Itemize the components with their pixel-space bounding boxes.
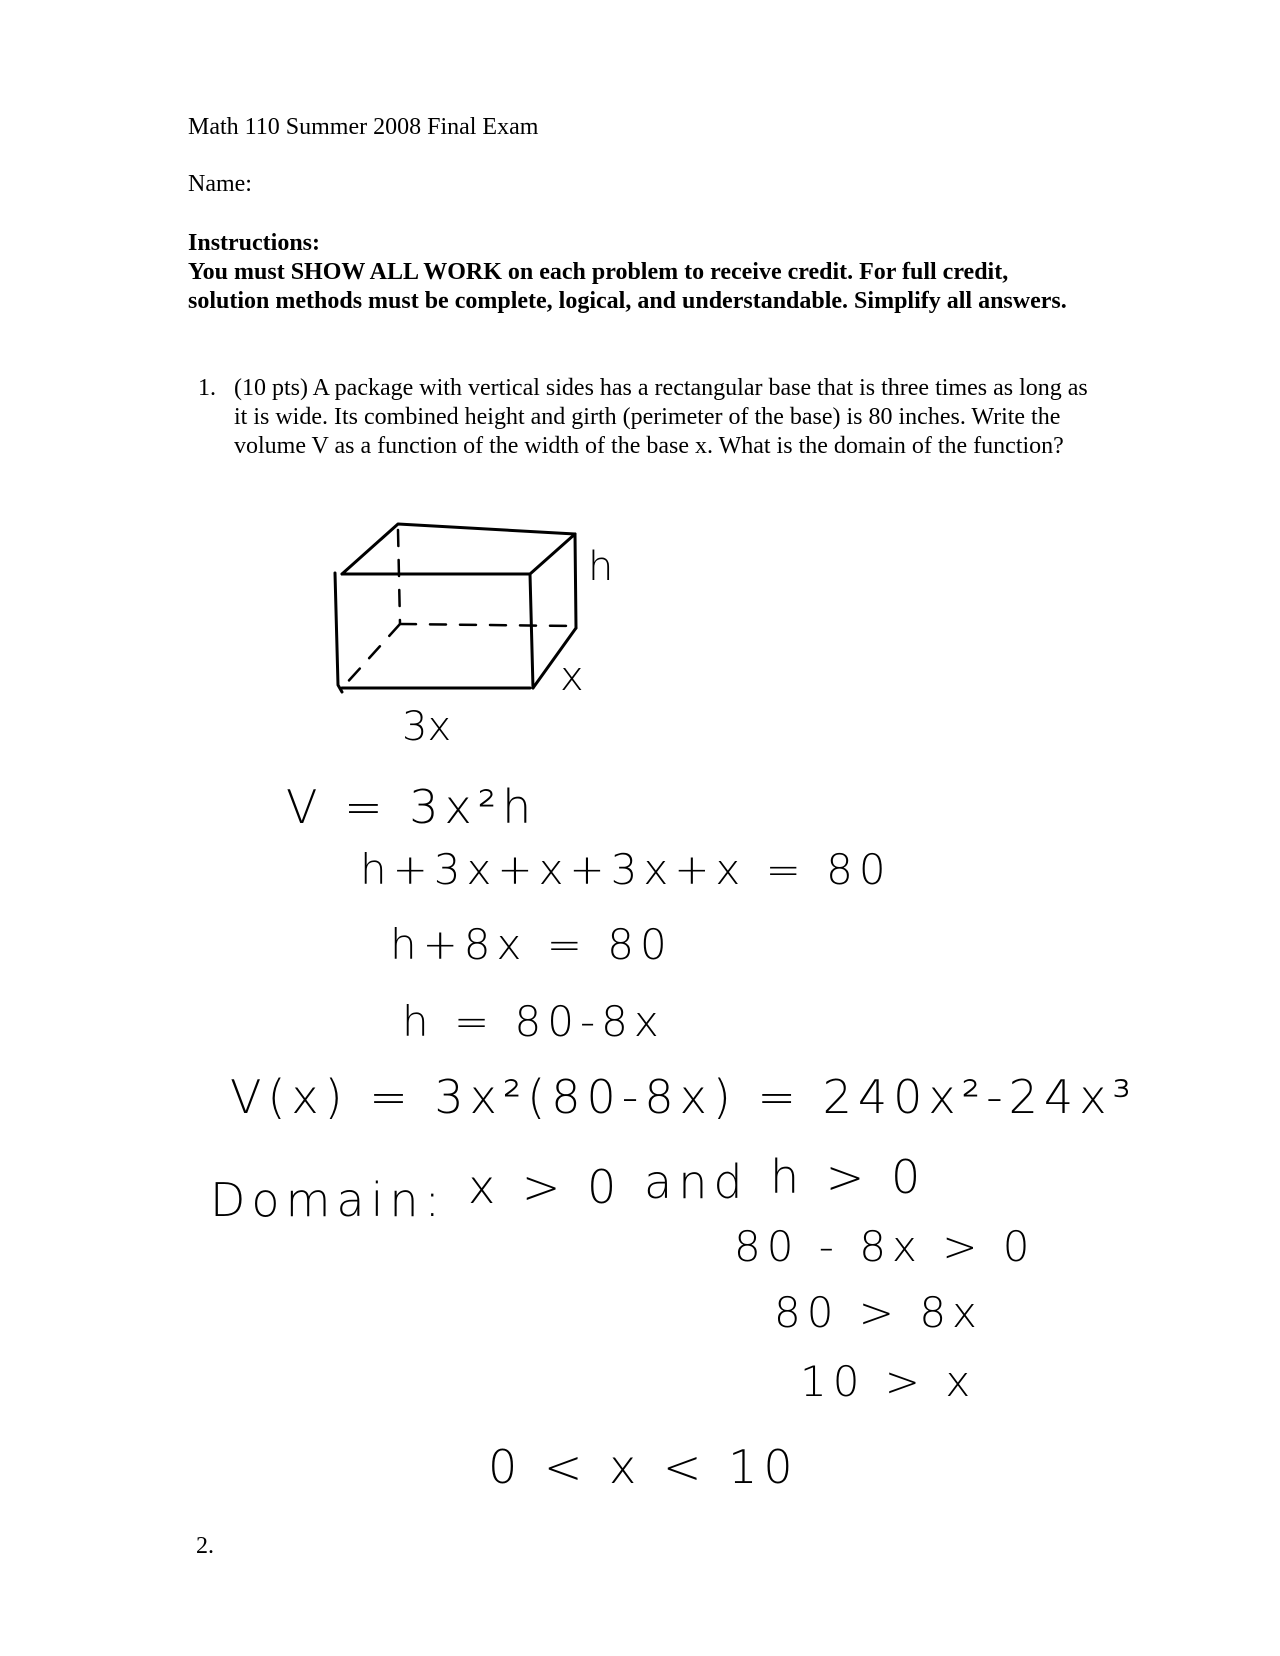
package-box-diagram	[330, 540, 670, 790]
box-hidden-back-edge	[400, 624, 574, 626]
box-hidden-diagonal-edge	[344, 624, 400, 686]
work-step-1: 80 - 8x > 0	[734, 1222, 1036, 1271]
problem-2-number: 2.	[196, 1533, 214, 1559]
work-and: and	[644, 1155, 749, 1209]
label-width: x	[560, 654, 584, 700]
work-function: V(x) = 3x²(80-8x) = 240x²-24x³	[230, 1070, 1137, 1124]
label-length: 3x	[402, 704, 452, 750]
box-front-left-edge	[335, 573, 342, 692]
work-step-3: 10 > x	[800, 1357, 977, 1406]
box-hidden-vertical-edge	[398, 530, 400, 624]
work-domain-label: Domain:	[210, 1173, 446, 1227]
box-front-right-edge	[530, 574, 533, 688]
work-step-2: 80 > 8x	[774, 1288, 983, 1337]
work-condition-x: x > 0	[468, 1160, 623, 1214]
work-girth-equation: h+3x+x+3x+x = 80	[360, 845, 892, 894]
box-top-right-edge	[530, 534, 575, 574]
work-solve-h: h = 80-8x	[402, 997, 665, 1046]
work-volume: V = 3x²h	[286, 780, 538, 834]
name-label: Name:	[188, 171, 252, 197]
instructions-heading: Instructions:	[188, 230, 321, 256]
work-domain-result: 0 < x < 10	[488, 1440, 799, 1494]
problem-1-number: 1.	[198, 375, 216, 401]
work-combined: h+8x = 80	[390, 920, 673, 969]
label-height: h	[588, 544, 614, 590]
problem-1-text: (10 pts) A package with vertical sides has a rectangular base that is three times as long as it is wide. Its combined height and girth (perimeter of the base) is 80 inches. Write the volume V as a function of the width of the base x. What is the domain of the function?	[234, 375, 1088, 459]
box-back-right-edge	[575, 534, 576, 628]
exam-title: Math 110 Summer 2008 Final Exam	[188, 114, 539, 140]
work-condition-h: h > 0	[770, 1150, 927, 1204]
instructions-body: You must SHOW ALL WORK on each problem to receive credit. For full credit, solution methods must be complete, logical, and understandable. Simplify all answers.	[188, 259, 1067, 314]
